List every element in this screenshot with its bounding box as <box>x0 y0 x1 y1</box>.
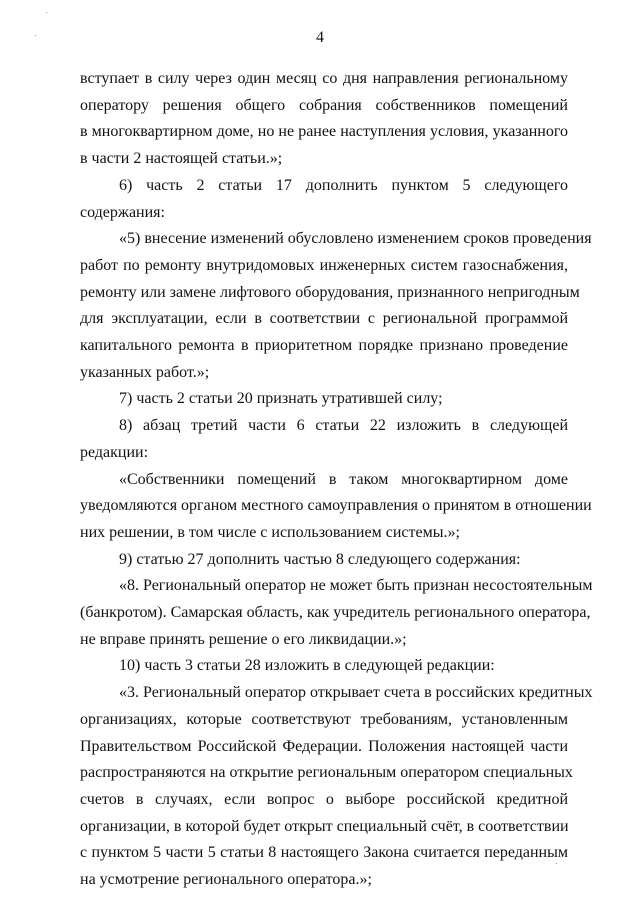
text-line: не вправе принять решение о его ликвидации.»; <box>80 630 407 648</box>
text-line: работ по ремонту внутридомовых инженерных систем газоснабжения, <box>80 256 568 274</box>
text-line: с пунктом 5 части 5 статьи 8 настоящего Закона считается переданным <box>80 844 568 862</box>
text-line: в многоквартирном доме, но не ранее наступления условия, указанного <box>80 123 568 141</box>
text-line: (банкротом). Самарская область, как учредитель регионального оператора, <box>80 604 591 622</box>
paragraph-quote-owners <box>80 467 592 547</box>
text-line: указанных работ.»; <box>80 363 210 381</box>
paragraph-quote-5 <box>80 226 592 386</box>
document-body <box>80 66 593 894</box>
text-line: «5) внесение изменений обусловлено изменением сроков проведения <box>119 230 592 248</box>
text-line: в части 2 настоящей статьи.»; <box>80 150 283 168</box>
text-line: вступает в силу через один месяц со дня направления региональному <box>80 70 568 87</box>
text-line: «3. Региональный оператор открывает счета в российских кредитных <box>119 684 593 702</box>
scan-speck <box>46 12 47 13</box>
text-line: ремонту или замене лифтового оборудования, признанного непригодным <box>80 283 580 301</box>
paragraph-item-6 <box>80 173 568 226</box>
text-line: для эксплуатации, если в соответствии с региональной программой <box>80 310 568 328</box>
text-line: оператору решения общего собрания собственников помещений <box>80 96 568 114</box>
text-line: капитального ремонта в приоритетном порядке признано проведение <box>80 337 568 355</box>
text-line: организациях, которые соответствуют требованиям, установленным <box>80 710 568 728</box>
paragraph-quote-3 <box>80 680 593 894</box>
text-line: «Собственники помещений в таком многоквартирном доме <box>119 470 568 488</box>
page-number: 4 <box>316 29 324 46</box>
text-line: них решении, в том числе с использованием системы.»; <box>80 523 460 541</box>
text-line: на усмотрение регионального оператора.»; <box>80 871 372 889</box>
text-line: уведомляются органом местного самоуправления о принятом в отношении <box>80 497 592 515</box>
text-line: 6) часть 2 статьи 17 дополнить пунктом 5 следующего содержания: <box>80 176 568 221</box>
paragraph-continuation <box>80 66 568 173</box>
text-line: счетов в случаях, если вопрос о выборе российской кредитной <box>80 790 568 808</box>
text-line: Правительством Российской Федерации. Положения настоящей части <box>80 737 568 755</box>
text-line: организации, в которой будет открыт специальный счёт, в соответствии <box>80 817 569 835</box>
paragraph-item-8 <box>80 413 568 466</box>
paragraph-item-10 <box>80 653 568 680</box>
paragraph-quote-8 <box>80 573 593 653</box>
text-line: «8. Региональный оператор не может быть признан несостоятельным <box>119 577 593 595</box>
paragraph-item-9 <box>80 547 568 574</box>
text-line: 9) статью 27 дополнить частью 8 следующего содержания: <box>119 550 521 568</box>
text-line: 8) абзац третий части 6 статьи 22 изложить в следующей редакции: <box>80 417 568 461</box>
text-line: 10) часть 3 статьи 28 изложить в следующей редакции: <box>119 657 495 675</box>
text-line: распространяются на открытие региональным оператором специальных <box>80 764 573 782</box>
text-line: 7) часть 2 статьи 20 признать утратившей силу; <box>119 390 443 408</box>
paragraph-item-7 <box>80 386 568 413</box>
